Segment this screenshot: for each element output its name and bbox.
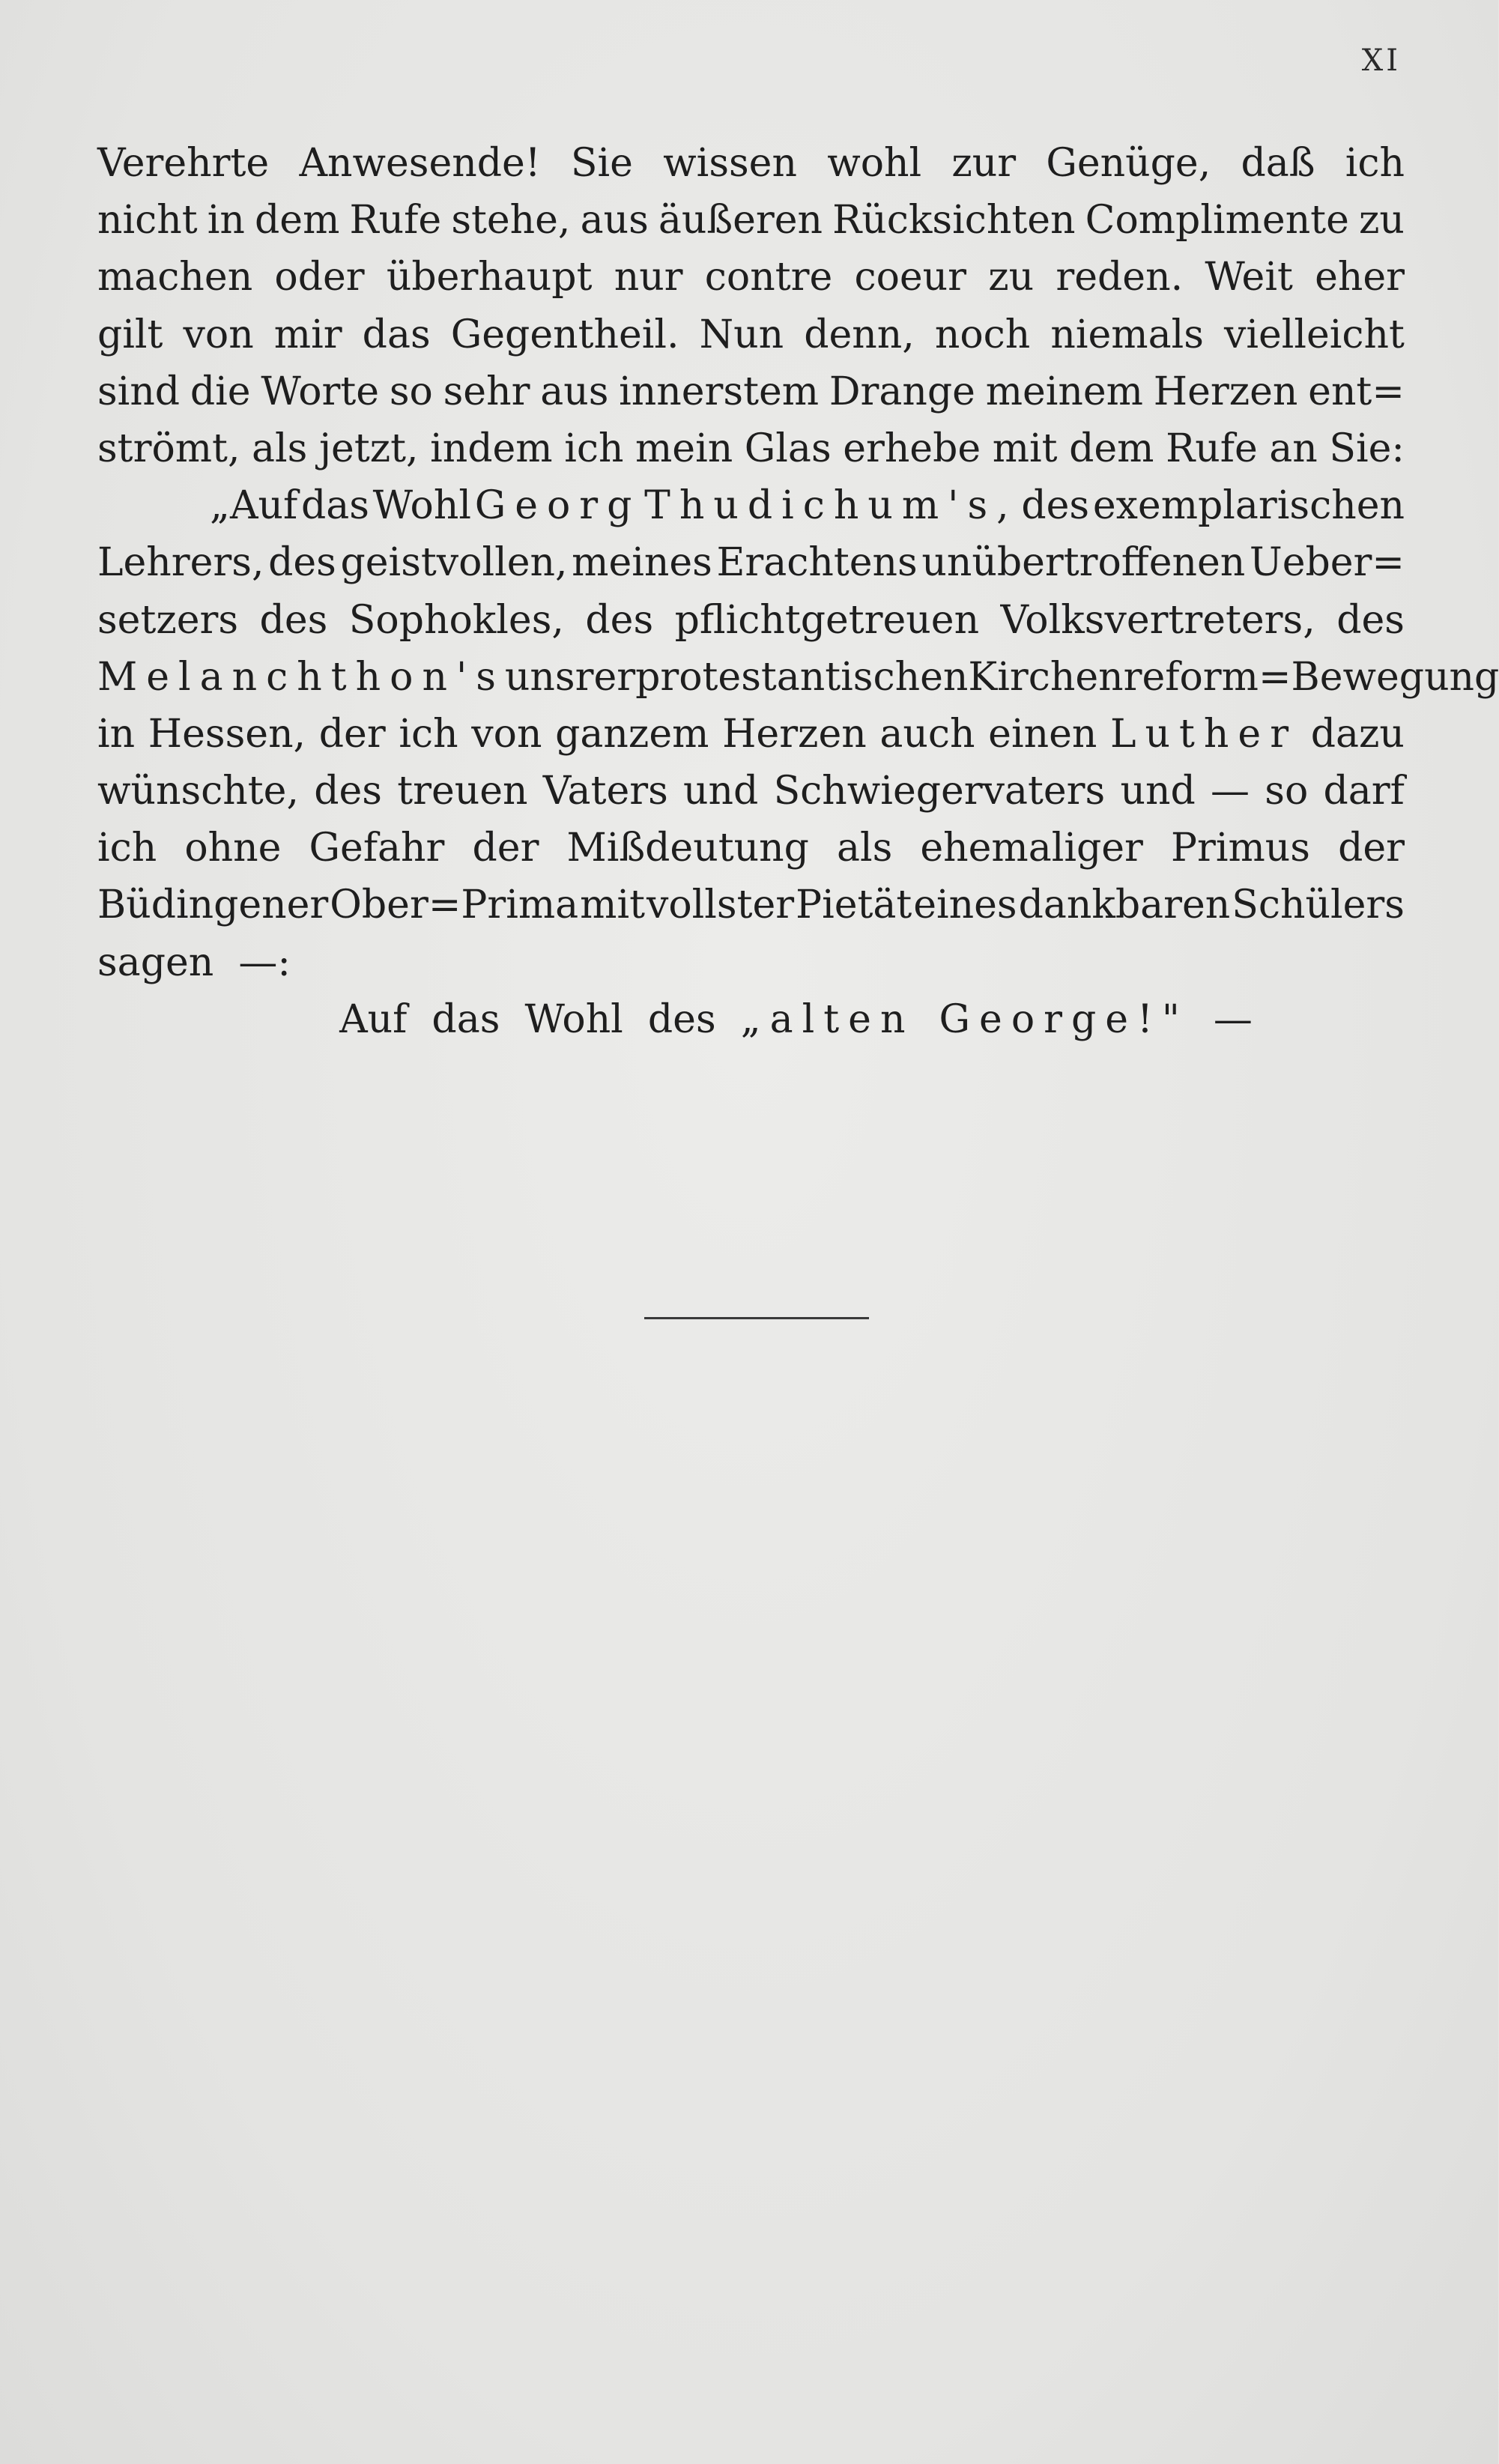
word: —: xyxy=(238,939,291,985)
text-line xyxy=(97,363,1405,420)
text-line xyxy=(97,763,1405,820)
word: sind xyxy=(97,369,181,414)
word: Nun xyxy=(699,312,784,357)
word: als xyxy=(252,426,308,471)
word: Worte xyxy=(261,369,380,414)
word: das xyxy=(300,483,369,529)
word: des xyxy=(259,597,328,643)
word: innerstem xyxy=(619,369,820,414)
word: coeur xyxy=(854,255,967,300)
word: der xyxy=(1338,826,1405,871)
word: eher xyxy=(1315,255,1405,300)
word: Pietät xyxy=(796,883,912,928)
word: in xyxy=(207,198,245,243)
word: Auf xyxy=(339,996,408,1042)
word: Volksvertreters, xyxy=(1000,597,1315,643)
word: das xyxy=(431,996,500,1042)
word: meinem xyxy=(985,369,1143,414)
text-line xyxy=(97,306,1405,363)
word: Genüge, xyxy=(1046,141,1211,186)
body-text xyxy=(97,135,1499,1048)
word: überhaupt xyxy=(386,255,593,300)
word: wissen xyxy=(663,141,797,186)
word: ent= xyxy=(1308,369,1405,414)
word: Schülers xyxy=(1232,883,1405,928)
word: der xyxy=(318,711,386,757)
word: nicht xyxy=(97,198,198,243)
word: unsrer xyxy=(504,654,636,700)
word: Verehrte xyxy=(97,141,270,186)
text-line xyxy=(97,420,1405,477)
word: des xyxy=(268,540,336,586)
word: „Auf xyxy=(210,483,298,529)
word: dem xyxy=(1069,426,1154,471)
word: Erachtens xyxy=(716,540,918,586)
word: jetzt, xyxy=(318,426,419,471)
word: des xyxy=(1336,597,1405,643)
text-line xyxy=(97,820,1405,877)
word: in xyxy=(97,711,136,757)
word: an xyxy=(1269,426,1318,471)
word: George!" xyxy=(939,996,1189,1042)
text-line xyxy=(97,706,1405,763)
text-line xyxy=(97,192,1405,249)
word: Wohl xyxy=(372,483,471,529)
word: von xyxy=(183,312,254,357)
word: des xyxy=(585,597,654,643)
word: vielleicht xyxy=(1223,312,1405,357)
word: dem xyxy=(255,198,340,243)
word: der xyxy=(472,826,539,871)
word: setzers xyxy=(97,597,239,643)
word: ich xyxy=(564,426,624,471)
word: zu xyxy=(988,255,1035,300)
word: Sophokles, xyxy=(348,597,564,643)
word: contre xyxy=(704,255,833,300)
word: Vaters xyxy=(542,769,668,814)
word: Herzen xyxy=(1153,369,1298,414)
word: ohne xyxy=(184,826,282,871)
word: einen xyxy=(988,711,1097,757)
text-line xyxy=(97,649,1499,706)
word: dankbaren xyxy=(1018,883,1231,928)
word: aus xyxy=(580,198,649,243)
word: auch xyxy=(879,711,975,757)
word: mit xyxy=(580,883,645,928)
word: Anwesende! xyxy=(299,141,541,186)
word: Drange xyxy=(829,369,975,414)
word: Georg xyxy=(474,483,641,529)
word: meines xyxy=(572,540,712,586)
word: zu xyxy=(1358,198,1405,243)
word: Glas xyxy=(744,426,832,471)
word: Complimente xyxy=(1085,198,1349,243)
word: Thudichum's, xyxy=(644,483,1018,529)
text-line xyxy=(97,592,1405,649)
word: indem xyxy=(430,426,553,471)
word: Hessen, xyxy=(148,711,306,757)
word: ehemaliger xyxy=(920,826,1143,871)
word: von xyxy=(471,711,542,757)
text-line xyxy=(97,934,1405,991)
word: ich xyxy=(399,711,458,757)
word: mir xyxy=(273,312,342,357)
word: strömt, xyxy=(97,426,240,471)
word: aus xyxy=(540,369,609,414)
word: — xyxy=(1211,769,1250,814)
word: Ober=Prima xyxy=(330,883,579,928)
word: Sie xyxy=(570,141,633,186)
word: Wohl xyxy=(524,996,623,1042)
text-line xyxy=(97,477,1405,534)
word: sehr xyxy=(443,369,530,414)
word: die xyxy=(190,369,251,414)
word: Rufe xyxy=(1166,426,1258,471)
word: exemplarischen xyxy=(1092,483,1405,529)
text-line xyxy=(97,249,1405,306)
word: geistvollen, xyxy=(340,540,568,586)
text-line xyxy=(97,877,1405,933)
word: machen xyxy=(97,255,253,300)
word: gilt xyxy=(97,312,163,357)
word: Rufe xyxy=(349,198,442,243)
word: Herzen xyxy=(722,711,867,757)
text-line xyxy=(97,135,1405,192)
word: erhebe xyxy=(843,426,981,471)
word: noch xyxy=(934,312,1031,357)
word: „alten xyxy=(740,996,915,1042)
word: Sie: xyxy=(1329,426,1405,471)
word: zur xyxy=(951,141,1017,186)
word: daß xyxy=(1241,141,1315,186)
page-number: XI xyxy=(1361,43,1401,78)
word: Büdingener xyxy=(97,883,329,928)
word: darf xyxy=(1323,769,1405,814)
word: — xyxy=(1213,996,1253,1042)
word: des xyxy=(1021,483,1090,529)
word: pflichtgetreuen xyxy=(674,597,980,643)
word: mein xyxy=(635,426,733,471)
word: denn, xyxy=(804,312,915,357)
word: ich xyxy=(97,826,157,871)
word: des xyxy=(647,996,716,1042)
word: äußeren xyxy=(658,198,823,243)
word: sagen xyxy=(97,939,214,985)
word: Schwiegervaters xyxy=(773,769,1106,814)
word: Ueber= xyxy=(1249,540,1405,586)
word: unübertroffenen xyxy=(921,540,1246,586)
word: oder xyxy=(274,255,365,300)
word: Melanchthon's xyxy=(97,654,505,700)
closing-toast-line xyxy=(97,991,1405,1048)
word: so xyxy=(389,369,433,414)
word: ich xyxy=(1345,141,1405,186)
word: Lehrers, xyxy=(97,540,264,586)
section-divider xyxy=(644,1317,869,1319)
word: mit xyxy=(992,426,1058,471)
word: stehe, xyxy=(451,198,571,243)
word: vollster xyxy=(646,883,795,928)
word: nur xyxy=(614,255,683,300)
word: Kirchenreform=Bewegung xyxy=(968,654,1499,700)
word: Gegentheil. xyxy=(450,312,679,357)
text-line xyxy=(97,534,1405,591)
word: niemals xyxy=(1050,312,1204,357)
word: das xyxy=(362,312,431,357)
word: und xyxy=(1120,769,1196,814)
word: Weit xyxy=(1205,255,1293,300)
word: wünschte, xyxy=(97,769,299,814)
word: reden. xyxy=(1056,255,1184,300)
word: Rücksichten xyxy=(832,198,1076,243)
word: als xyxy=(836,826,893,871)
word: wohl xyxy=(827,141,922,186)
word: treuen xyxy=(397,769,528,814)
word: protestantischen xyxy=(635,654,969,700)
word: Gefahr xyxy=(309,826,445,871)
word: dazu xyxy=(1310,711,1405,757)
word: Mißdeutung xyxy=(566,826,809,871)
word: und xyxy=(683,769,759,814)
word: so xyxy=(1265,769,1309,814)
word: Luther xyxy=(1110,711,1298,757)
word: des xyxy=(314,769,382,814)
word: eines xyxy=(913,883,1017,928)
word: ganzem xyxy=(555,711,709,757)
word: Primus xyxy=(1171,826,1310,871)
